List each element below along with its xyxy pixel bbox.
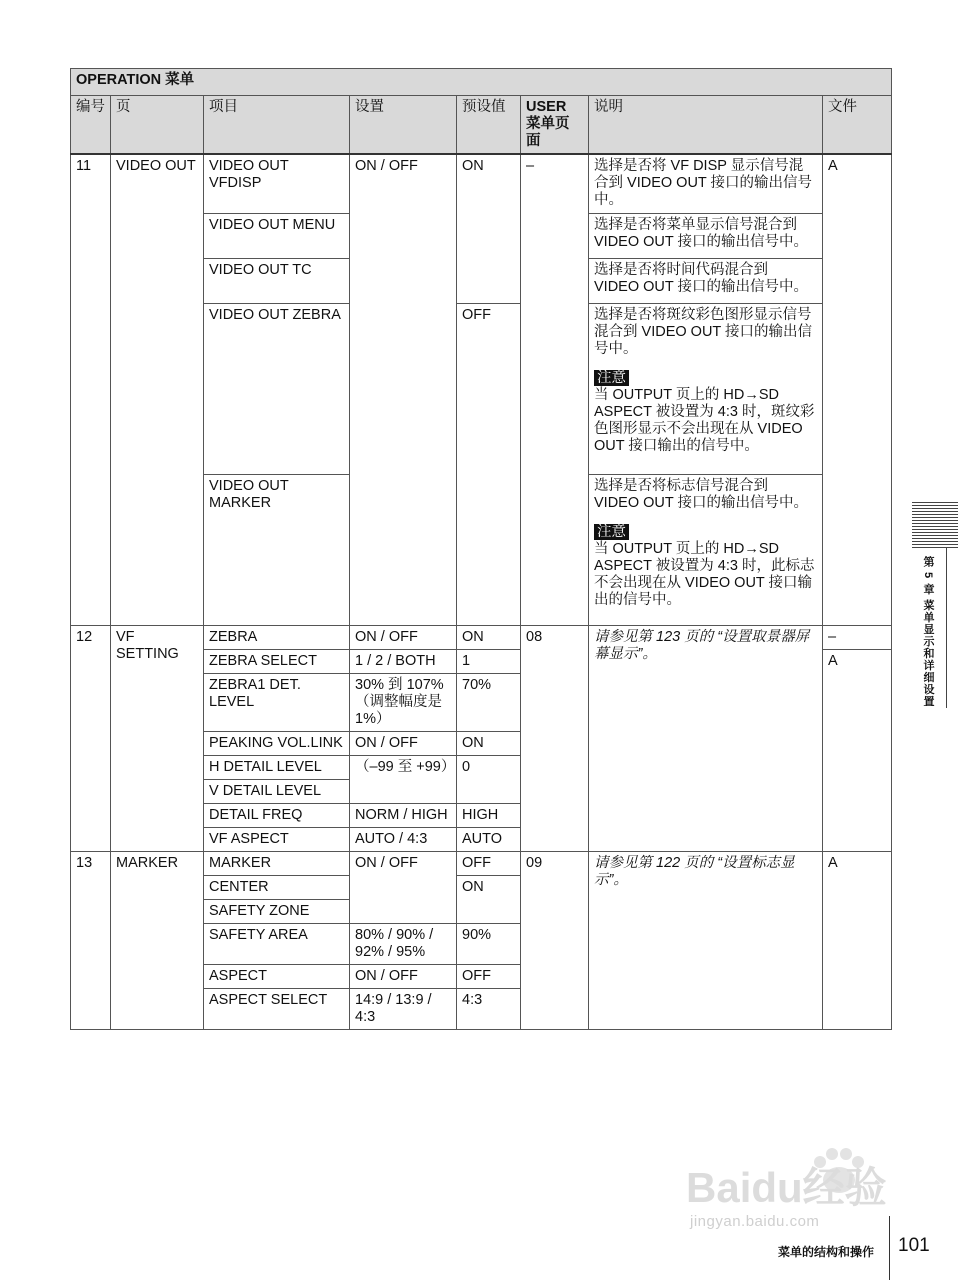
cell-preset: ON (457, 626, 521, 650)
cell-item: MARKER (204, 852, 350, 876)
cell-preset: 70% (457, 674, 521, 732)
cell-page: VIDEO OUT (111, 154, 204, 626)
cell-description: 请参见第 122 页的 “设置标志显示”。 (589, 852, 823, 1030)
cell-description (589, 304, 823, 475)
page-number: 101 (898, 1235, 930, 1256)
cell-setting: ON / OFF (350, 154, 457, 626)
cell-item: VF ASPECT (204, 828, 350, 852)
cell-item: VIDEO OUT TC (204, 259, 350, 304)
cell-item: PEAKING VOL.LINK (204, 732, 350, 756)
cell-item: CENTER (204, 876, 350, 900)
cell-preset: ON (457, 876, 521, 924)
watermark-logo-text: Baidu经验 (686, 1164, 887, 1211)
cell-preset: ON (457, 732, 521, 756)
cell-item: VIDEO OUT MENU (204, 214, 350, 259)
cell-description: 选择是否将菜单显示信号混合到 VIDEO OUT 接口的输出信号中。 (589, 214, 823, 259)
header-user-line2: 菜单页面 (526, 116, 570, 149)
cell-item: ASPECT SELECT (204, 989, 350, 1030)
description-text: 选择是否将标志信号混合到 VIDEO OUT 接口的输出信号中。 (594, 478, 809, 511)
cell-setting: ON / OFF (350, 852, 457, 924)
cell-preset: HIGH (457, 804, 521, 828)
header-file: 文件 (823, 96, 892, 155)
note-text: 当 OUTPUT 页上的 HD→SD ASPECT 被设置为 4:3 时，此标志不会出现在从 VIDEO OUT 接口输出的信号中。 (594, 541, 815, 608)
table-row (71, 852, 892, 876)
cell-description: 选择是否将 VF DISP 显示信号混合到 VIDEO OUT 接口的输出信号中。 (589, 154, 823, 214)
cell-file: – (823, 626, 892, 650)
cell-item: ZEBRA1 DET. LEVEL (204, 674, 350, 732)
cell-preset: AUTO (457, 828, 521, 852)
cell-preset: 0 (457, 756, 521, 804)
cell-description: 请参见第 123 页的 “设置取景器屏幕显示”。 (589, 626, 823, 852)
cell-preset: OFF (457, 304, 521, 626)
cell-setting: ON / OFF (350, 626, 457, 650)
cell-no: 13 (71, 852, 111, 1030)
table-title: OPERATION 菜单 (71, 69, 892, 96)
cell-file: A (823, 154, 892, 626)
cell-description: 选择是否将时间代码混合到 VIDEO OUT 接口的输出信号中。 (589, 259, 823, 304)
note-text: 当 OUTPUT 页上的 HD→SD ASPECT 被设置为 4:3 时，斑纹彩色图形显示不会出现在从 VIDEO OUT 接口输出的信号中。 (594, 387, 815, 454)
cell-file: A (823, 852, 892, 1030)
cell-item: H DETAIL LEVEL (204, 756, 350, 780)
header-page: 页 (111, 96, 204, 155)
description-text: 选择是否将斑纹彩色图形显示信号混合到 VIDEO OUT 接口的输出信号中。 (594, 307, 813, 357)
cell-description (589, 475, 823, 626)
cell-preset: 1 (457, 650, 521, 674)
cell-preset: 4:3 (457, 989, 521, 1030)
header-no: 编号 (71, 96, 111, 155)
cell-preset: OFF (457, 965, 521, 989)
footer-section-label: 菜单的结构和操作 (778, 1245, 875, 1259)
cell-item: DETAIL FREQ (204, 804, 350, 828)
table-row (71, 154, 892, 214)
cell-setting: （–99 至 +99） (350, 756, 457, 804)
cell-setting: ON / OFF (350, 732, 457, 756)
header-description: 说明 (589, 96, 823, 155)
cell-item: VIDEO OUT VFDISP (204, 154, 350, 214)
footer-divider (889, 1216, 890, 1280)
cell-item: VIDEO OUT MARKER (204, 475, 350, 626)
header-user-line1: USER (526, 99, 567, 115)
cell-page: MARKER (111, 852, 204, 1030)
header-preset: 预设值 (457, 96, 521, 155)
cell-preset: 90% (457, 924, 521, 965)
cell-item: ASPECT (204, 965, 350, 989)
chapter-thumb-tab (912, 502, 958, 548)
cell-user: – (521, 154, 589, 626)
header-item: 项目 (204, 96, 350, 155)
cell-item: SAFETY AREA (204, 924, 350, 965)
table-header-row (71, 96, 892, 155)
note-label: 注意 (594, 524, 629, 540)
header-setting: 设置 (350, 96, 457, 155)
cell-no: 11 (71, 154, 111, 626)
baidu-watermark-logo (680, 1140, 910, 1220)
cell-item: VIDEO OUT ZEBRA (204, 304, 350, 475)
watermark-url: jingyan.baidu.com (690, 1213, 820, 1230)
note-label: 注意 (594, 370, 629, 386)
cell-item: ZEBRA SELECT (204, 650, 350, 674)
cell-setting: AUTO / 4:3 (350, 828, 457, 852)
header-user (521, 96, 589, 155)
cell-setting: 80% / 90% / 92% / 95% (350, 924, 457, 965)
cell-page: VF SETTING (111, 626, 204, 852)
operation-menu-table (70, 68, 892, 1030)
cell-preset: OFF (457, 852, 521, 876)
cell-item: SAFETY ZONE (204, 900, 350, 924)
table-row (71, 626, 892, 650)
cell-setting: NORM / HIGH (350, 804, 457, 828)
chapter-label: 第 5 章 菜单显示和详细设置 (922, 556, 934, 708)
cell-item: V DETAIL LEVEL (204, 780, 350, 804)
chapter-tab-line (946, 548, 947, 708)
cell-user: 09 (521, 852, 589, 1030)
cell-no: 12 (71, 626, 111, 852)
cell-item: ZEBRA (204, 626, 350, 650)
cell-file: A (823, 650, 892, 852)
cell-setting: 30% 到 107%（调整幅度是 1%） (350, 674, 457, 732)
cell-user: 08 (521, 626, 589, 852)
cell-setting: 14:9 / 13:9 / 4:3 (350, 989, 457, 1030)
cell-setting: ON / OFF (350, 965, 457, 989)
cell-preset: ON (457, 154, 521, 304)
cell-setting: 1 / 2 / BOTH (350, 650, 457, 674)
